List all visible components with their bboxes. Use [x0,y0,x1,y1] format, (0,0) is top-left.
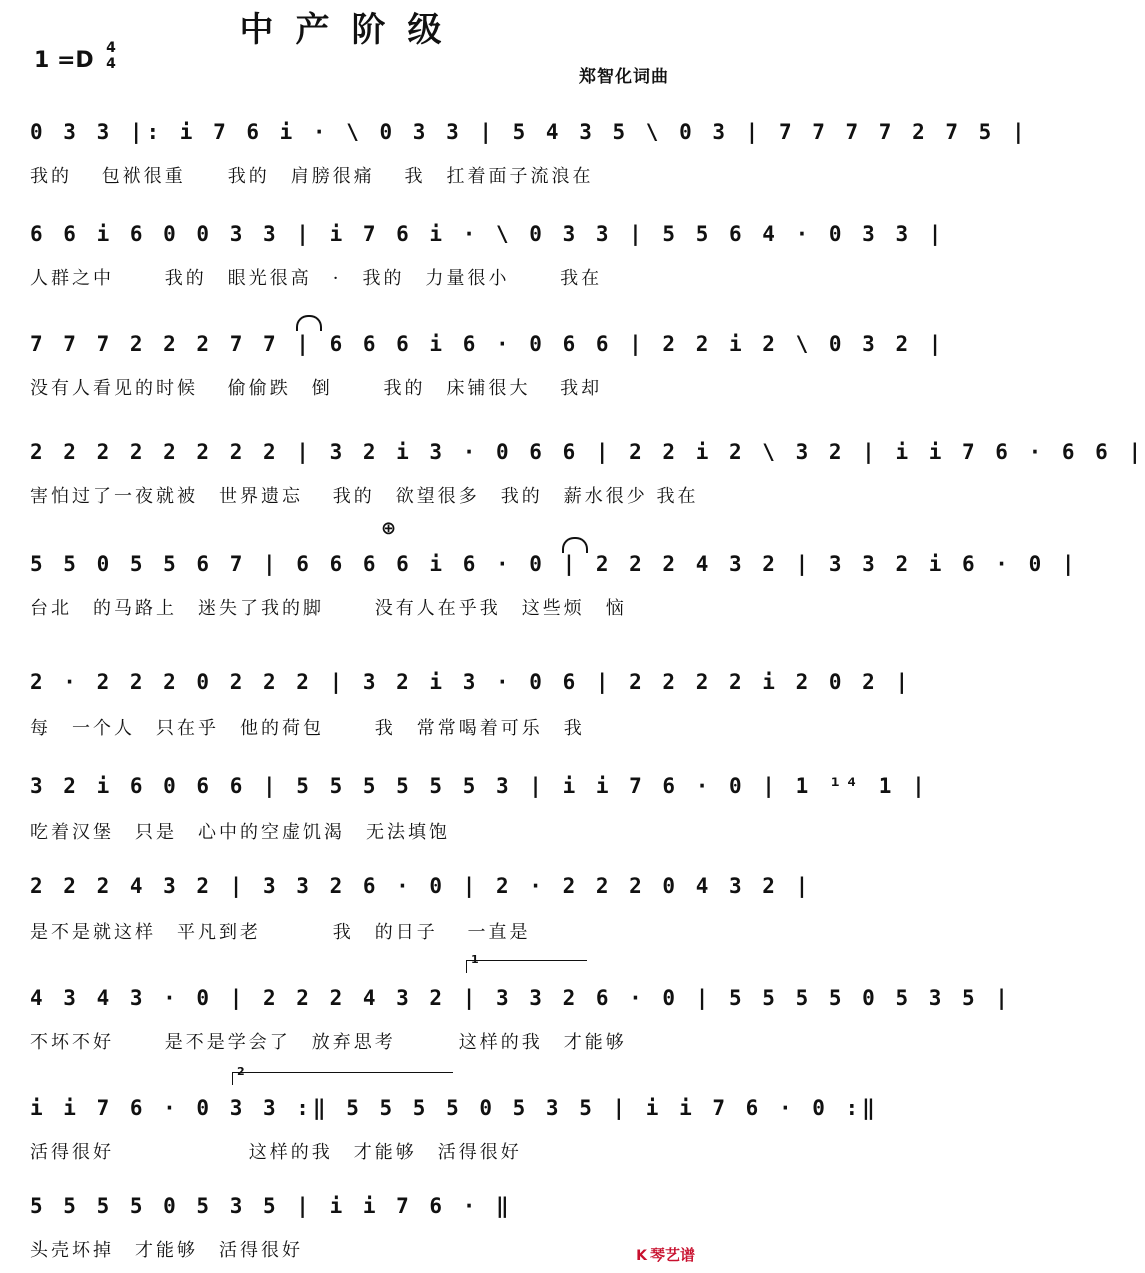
key-signature: 1 =D [34,48,94,73]
composer-credit: 郑智化词曲 [579,67,669,87]
logo-icon: K [636,1248,647,1264]
notation-line-1: 0 3 3 |: i 7 6 i · \ 0 3 3 | 5 4 3 5 \ 0 3 | 7 7 7 7 2 7 5 | [30,120,1029,144]
notation-line-4: 2 2 2 2 2 2 2 2 | 3 2 i 3 · 0 6 6 | 2 2 i 2 \ 3 2 | i i 7 6 · 6 6 | [30,440,1145,464]
notation-line-11: 5 5 5 5 0 5 3 5 | i i 7 6 · ‖ [30,1194,513,1218]
notation-line-3: 7 7 7 2 2 2 7 7 | 6 6 6 i 6 · 0 6 6 | 2 2 i 2 \ 0 3 2 | [30,332,946,356]
lyric-line-1: 我的 包袱很重 我的 肩膀很痛 我 扛着面子流浪在 [30,166,594,187]
lyric-line-10: 活得很好 这样的我 才能够 活得很好 [30,1142,522,1163]
volta-number-2: 2 [237,1065,245,1078]
volta-bracket-1 [466,953,587,973]
time-signature [104,40,118,72]
lyric-line-11: 头壳坏掉 才能够 活得很好 [30,1240,303,1261]
lyric-line-3: 没有人看见的时候 偷偷跌 倒 我的 床铺很大 我却 [30,378,603,399]
notation-line-2: 6 6 i 6 0 0 3 3 | i 7 6 i · \ 0 3 3 | 5 5 6 4 · 0 3 3 | [30,222,946,246]
coda-sign: ⊕ [381,518,397,539]
tie-mark [296,315,322,331]
volta-number-1: 1 [471,953,479,966]
notation-line-6: 2 · 2 2 2 0 2 2 2 | 3 2 i 3 · 0 6 | 2 2 2 2 i 2 0 2 | [30,670,913,694]
time-signature-top: 4 [106,40,116,56]
time-signature-bottom: 4 [106,56,116,72]
lyric-line-7: 吃着汉堡 只是 心中的空虚饥渴 无法填饱 [30,822,450,843]
volta-bracket-2 [232,1065,453,1085]
logo-text: 琴艺谱 [649,1246,695,1264]
song-title: 中产阶级 [239,10,464,50]
lyric-line-5: 台北 的马路上 迷失了我的脚 没有人在乎我 这些烦 恼 [30,598,627,619]
tie-mark [562,537,588,553]
lyric-line-9: 不坏不好 是不是学会了 放弃思考 这样的我 才能够 [30,1032,627,1053]
lyric-line-6: 每 一个人 只在乎 他的荷包 我 常常喝着可乐 我 [30,718,585,739]
site-logo [636,1244,695,1265]
notation-line-10: i i 7 6 · 0 3 3 :‖ 5 5 5 5 0 5 3 5 | i i 7 6 · 0 :‖ [30,1096,879,1120]
notation-line-5: 5 5 0 5 5 6 7 | 6 6 6 6 i 6 · 0 | 2 2 2 4 3 2 | 3 3 2 i 6 · 0 | [30,552,1079,576]
lyric-line-8: 是不是就这样 平凡到老 我 的日子 一直是 [30,922,531,943]
notation-line-7: 3 2 i 6 0 6 6 | 5 5 5 5 5 5 3 | i i 7 6 · 0 | 1 ¹⁴ 1 | [30,774,929,798]
lyric-line-4: 害怕过了一夜就被 世界遗忘 我的 欲望很多 我的 薪水很少 我在 [30,486,699,507]
notation-line-8: 2 2 2 4 3 2 | 3 3 2 6 · 0 | 2 · 2 2 2 0 4 3 2 | [30,874,813,898]
notation-line-9: 4 3 4 3 · 0 | 2 2 2 4 3 2 | 3 3 2 6 · 0 | 5 5 5 5 0 5 3 5 | [30,986,1012,1010]
lyric-line-2: 人群之中 我的 眼光很高 · 我的 力量很小 我在 [30,268,603,289]
